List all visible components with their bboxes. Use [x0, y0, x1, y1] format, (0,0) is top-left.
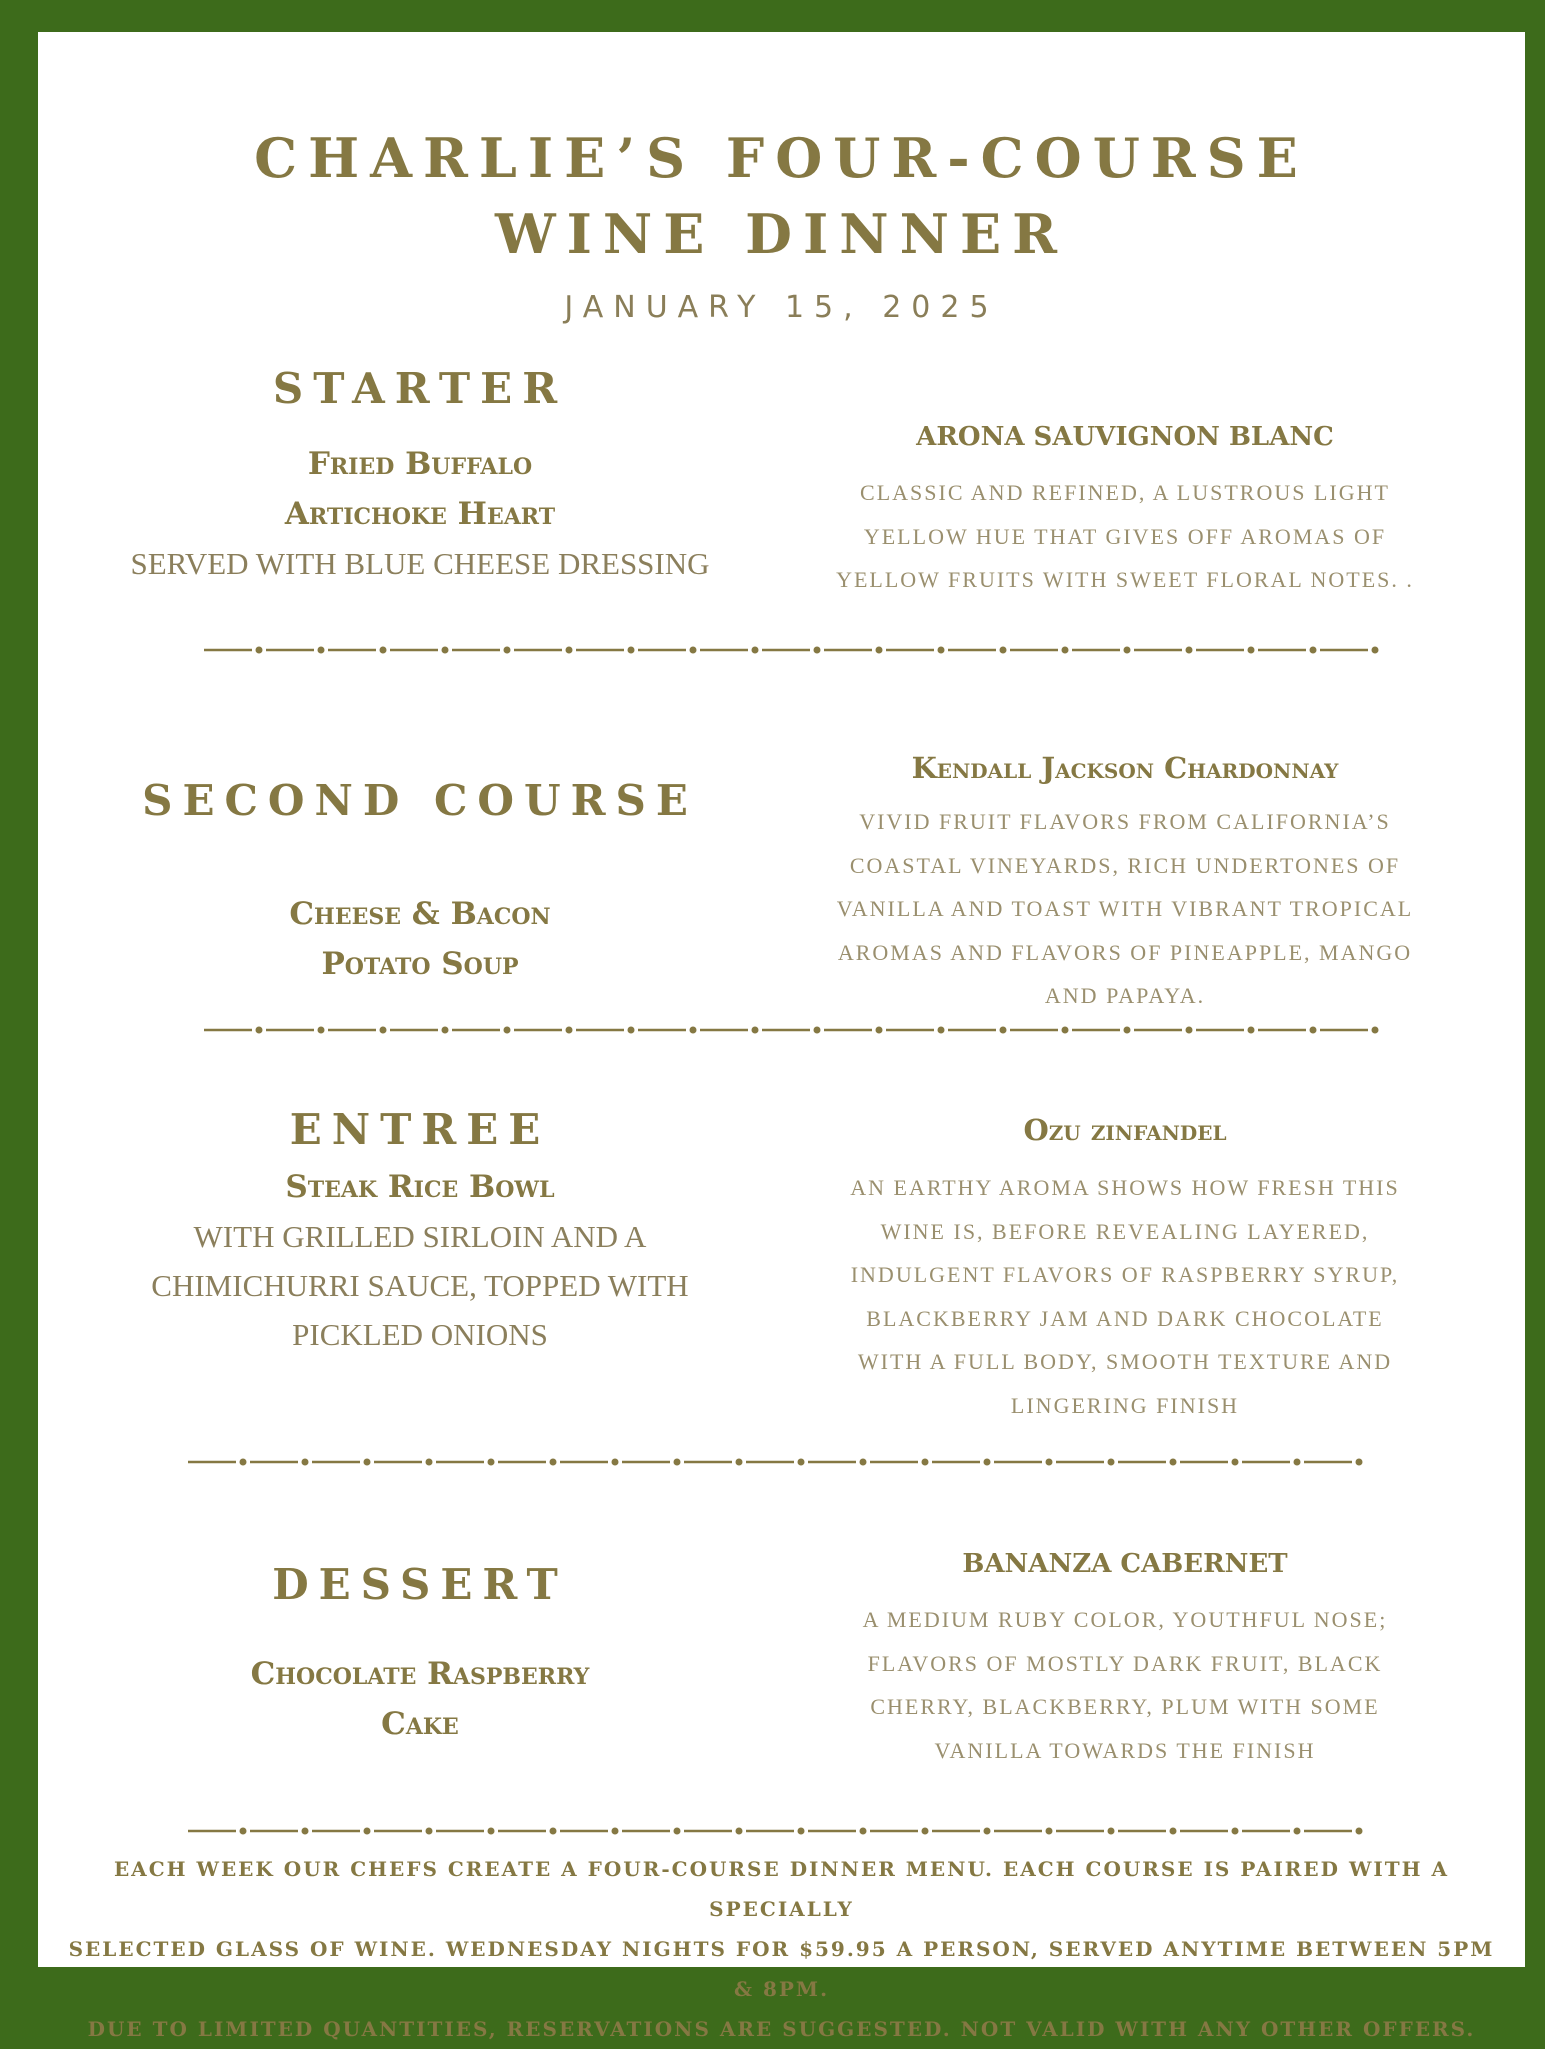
- starter-wine-block: [796, 417, 1454, 602]
- divider-dot: [504, 647, 511, 654]
- divider-dot: [426, 1459, 433, 1466]
- divider-dot: [1232, 1459, 1239, 1466]
- divider-dot: [1186, 647, 1193, 654]
- divider-dot: [1232, 1828, 1239, 1835]
- divider-dot: [814, 1027, 821, 1034]
- ornamental-divider: [188, 1455, 1388, 1469]
- divider-dot: [984, 1828, 991, 1835]
- wine-description-line: INDULGENT FLAVORS OF RASPBERRY SYRUP,: [850, 1262, 1400, 1287]
- course-heading-dessert: DESSERT: [272, 1560, 568, 1609]
- divider-dot: [1248, 1027, 1255, 1034]
- wine-description-line: YELLOW HUE THAT GIVES OFF AROMAS OF: [863, 523, 1387, 549]
- wine-description-line: YELLOW FRUITS WITH SWEET FLORAL NOTES. .: [836, 567, 1414, 592]
- divider-dot: [504, 1027, 511, 1034]
- divider-dot: [1372, 647, 1379, 654]
- dessert-dish-block: [100, 1560, 740, 1749]
- divider-dot: [922, 1828, 929, 1835]
- menu-title: [38, 120, 1525, 272]
- dish-name-line: Artichoke Heart: [284, 496, 556, 532]
- divider-dot: [798, 1459, 805, 1466]
- wine-name: Ozu zinfandel: [1023, 1113, 1227, 1147]
- divider-dot: [1046, 1828, 1053, 1835]
- divider-dot: [302, 1459, 309, 1466]
- divider-dot: [922, 1459, 929, 1466]
- divider-dot: [876, 647, 883, 654]
- wine-name: ARONA SAUVIGNON BLANC: [916, 422, 1334, 452]
- wine-description-line: VANILLA AND TOAST WITH VIBRANT TROPICAL: [836, 896, 1414, 921]
- wine-description-line: COASTAL VINEYARDS, RICH UNDERTONES OF: [849, 852, 1401, 878]
- divider-dot: [550, 1459, 557, 1466]
- divider-dot: [736, 1459, 743, 1466]
- wine-description-line: AROMAS AND FLAVORS OF PINEAPPLE, MANGO: [837, 939, 1413, 965]
- divider-dot: [984, 1459, 991, 1466]
- wine-description-line: LINGERING FINISH: [1010, 1392, 1240, 1418]
- divider-dot: [1310, 1027, 1317, 1034]
- divider-dot: [1356, 1828, 1363, 1835]
- wine-name: BANANZA CABERNET: [962, 1549, 1288, 1579]
- divider-dot: [752, 1027, 759, 1034]
- divider-dot: [1294, 1459, 1301, 1466]
- wine-description-line: FLAVORS OF MOSTLY DARK FRUIT, BLACK: [867, 1650, 1383, 1676]
- divider-dot: [860, 1828, 867, 1835]
- divider-dot: [364, 1828, 371, 1835]
- divider-dot: [1356, 1459, 1363, 1466]
- divider-dot: [1186, 1027, 1193, 1034]
- divider-dot: [256, 647, 263, 654]
- dish-description-line: WITH GRILLED SIRLOIN AND A: [193, 1219, 647, 1254]
- divider-dot: [1000, 647, 1007, 654]
- divider-dot: [1108, 1828, 1115, 1835]
- divider-dot: [364, 1459, 371, 1466]
- event-date: JANUARY 15, 2025: [564, 290, 999, 325]
- divider-dot: [1046, 1459, 1053, 1466]
- wine-description-line: A MEDIUM RUBY COLOR, YOUTHFUL NOSE;: [862, 1607, 1388, 1632]
- ornamental-divider: [204, 643, 1404, 657]
- divider-dot: [1124, 647, 1131, 654]
- course-heading-starter: STARTER: [272, 364, 568, 413]
- dessert-wine-block: [796, 1544, 1454, 1772]
- dish-description-line: SERVED WITH BLUE CHEESE DRESSING: [130, 546, 710, 581]
- footer-line: SELECTED GLASS OF WINE. WEDNESDAY NIGHTS FOR $59.95 A PERSON, SERVED ANYTIME BETWEEN 5PM & 8PM.: [68, 1937, 1495, 2001]
- divider-dot: [566, 1027, 573, 1034]
- starter-dish-block: [100, 364, 740, 588]
- divider-dot: [566, 647, 573, 654]
- entree-wine-block: [796, 1110, 1454, 1427]
- wine-description-line: BLACKBERRY JAM AND DARK CHOCOLATE: [866, 1305, 1384, 1331]
- divider-dot: [876, 1027, 883, 1034]
- divider-dot: [1294, 1828, 1301, 1835]
- divider-dot: [318, 1027, 325, 1034]
- divider-dot: [1108, 1459, 1115, 1466]
- divider-dot: [302, 1828, 309, 1835]
- divider-dot: [380, 647, 387, 654]
- divider-dot: [938, 647, 945, 654]
- footer-line: EACH WEEK OUR CHEFS CREATE A FOUR-COURSE DINNER MENU. EACH COURSE IS PAIRED WITH A SPECIALLY: [113, 1857, 1450, 1921]
- second-course-wine-block: [796, 748, 1454, 1018]
- divider-dot: [612, 1828, 619, 1835]
- wine-name: Kendall Jackson Chardonnay: [911, 751, 1339, 785]
- divider-dot: [1124, 1027, 1131, 1034]
- divider-dot: [488, 1459, 495, 1466]
- divider-dot: [1062, 647, 1069, 654]
- divider-dot: [674, 1828, 681, 1835]
- title-line-1: CHARLIE’S FOUR-COURSE: [254, 126, 1309, 190]
- divider-dot: [814, 647, 821, 654]
- divider-dot: [240, 1459, 247, 1466]
- divider-dot: [690, 1027, 697, 1034]
- divider-dot: [550, 1828, 557, 1835]
- divider-dot: [612, 1459, 619, 1466]
- divider-dot: [1310, 647, 1317, 654]
- divider-dot: [442, 1027, 449, 1034]
- divider-dot: [798, 1828, 805, 1835]
- divider-dot: [1248, 647, 1255, 654]
- dish-name-line: Cake: [381, 1706, 459, 1742]
- divider-dot: [240, 1828, 247, 1835]
- wine-description-line: VIVID FRUIT FLAVORS FROM CALIFORNIA’S: [859, 809, 1391, 834]
- dish-name-line: Potato Soup: [321, 946, 519, 982]
- divider-dot: [1372, 1027, 1379, 1034]
- ornamental-divider: [188, 1824, 1388, 1838]
- wine-description-line: AND PAPAYA.: [1044, 983, 1206, 1008]
- wine-description-line: VANILLA TOWARDS THE FINISH: [934, 1737, 1316, 1763]
- dish-name-line: Fried Buffalo: [307, 446, 533, 482]
- divider-dot: [628, 1027, 635, 1034]
- wine-description-line: CLASSIC AND REFINED, A LUSTROUS LIGHT: [860, 480, 1390, 505]
- divider-dot: [1000, 1027, 1007, 1034]
- course-heading-entree: ENTREE: [289, 1105, 551, 1154]
- wine-description-line: WITH A FULL BODY, SMOOTH TEXTURE AND: [857, 1349, 1393, 1374]
- menu-page: [38, 32, 1525, 2041]
- course-heading-second: SECOND COURSE: [142, 776, 698, 825]
- second-course-dish-block: [100, 776, 740, 989]
- footer-note: [58, 1849, 1505, 2049]
- dish-name-line: Cheese & Bacon: [289, 896, 551, 932]
- divider-dot: [318, 647, 325, 654]
- divider-dot: [752, 647, 759, 654]
- divider-dot: [628, 647, 635, 654]
- divider-dot: [442, 647, 449, 654]
- divider-dot: [426, 1828, 433, 1835]
- wine-description-line: AN EARTHY AROMA SHOWS HOW FRESH THIS: [850, 1175, 1400, 1200]
- divider-dot: [488, 1828, 495, 1835]
- divider-dot: [674, 1459, 681, 1466]
- divider-dot: [860, 1459, 867, 1466]
- ornamental-divider: [204, 1023, 1404, 1037]
- footer-line: DUE TO LIMITED QUANTITIES, RESERVATIONS ARE SUGGESTED. NOT VALID WITH ANY OTHER OFFERS.: [87, 2017, 1476, 2041]
- divider-dot: [736, 1828, 743, 1835]
- dish-description-line: CHIMICHURRI SAUCE, TOPPED WITH: [151, 1268, 689, 1303]
- divider-dot: [256, 1027, 263, 1034]
- divider-dot: [1170, 1828, 1177, 1835]
- wine-description-line: CHERRY, BLACKBERRY, PLUM WITH SOME: [870, 1694, 1380, 1719]
- divider-dot: [380, 1027, 387, 1034]
- divider-dot: [690, 647, 697, 654]
- entree-dish-block: [100, 1105, 740, 1359]
- dish-name-line: Chocolate Raspberry: [250, 1656, 590, 1692]
- title-line-2: WINE DINNER: [494, 202, 1069, 266]
- divider-dot: [1062, 1027, 1069, 1034]
- dish-name-line: Steak Rice Bowl: [285, 1169, 555, 1205]
- divider-dot: [938, 1027, 945, 1034]
- divider-dot: [1170, 1459, 1177, 1466]
- wine-description-line: WINE IS, BEFORE REVEALING LAYERED,: [880, 1218, 1370, 1244]
- dish-description-line: PICKLED ONIONS: [292, 1317, 548, 1352]
